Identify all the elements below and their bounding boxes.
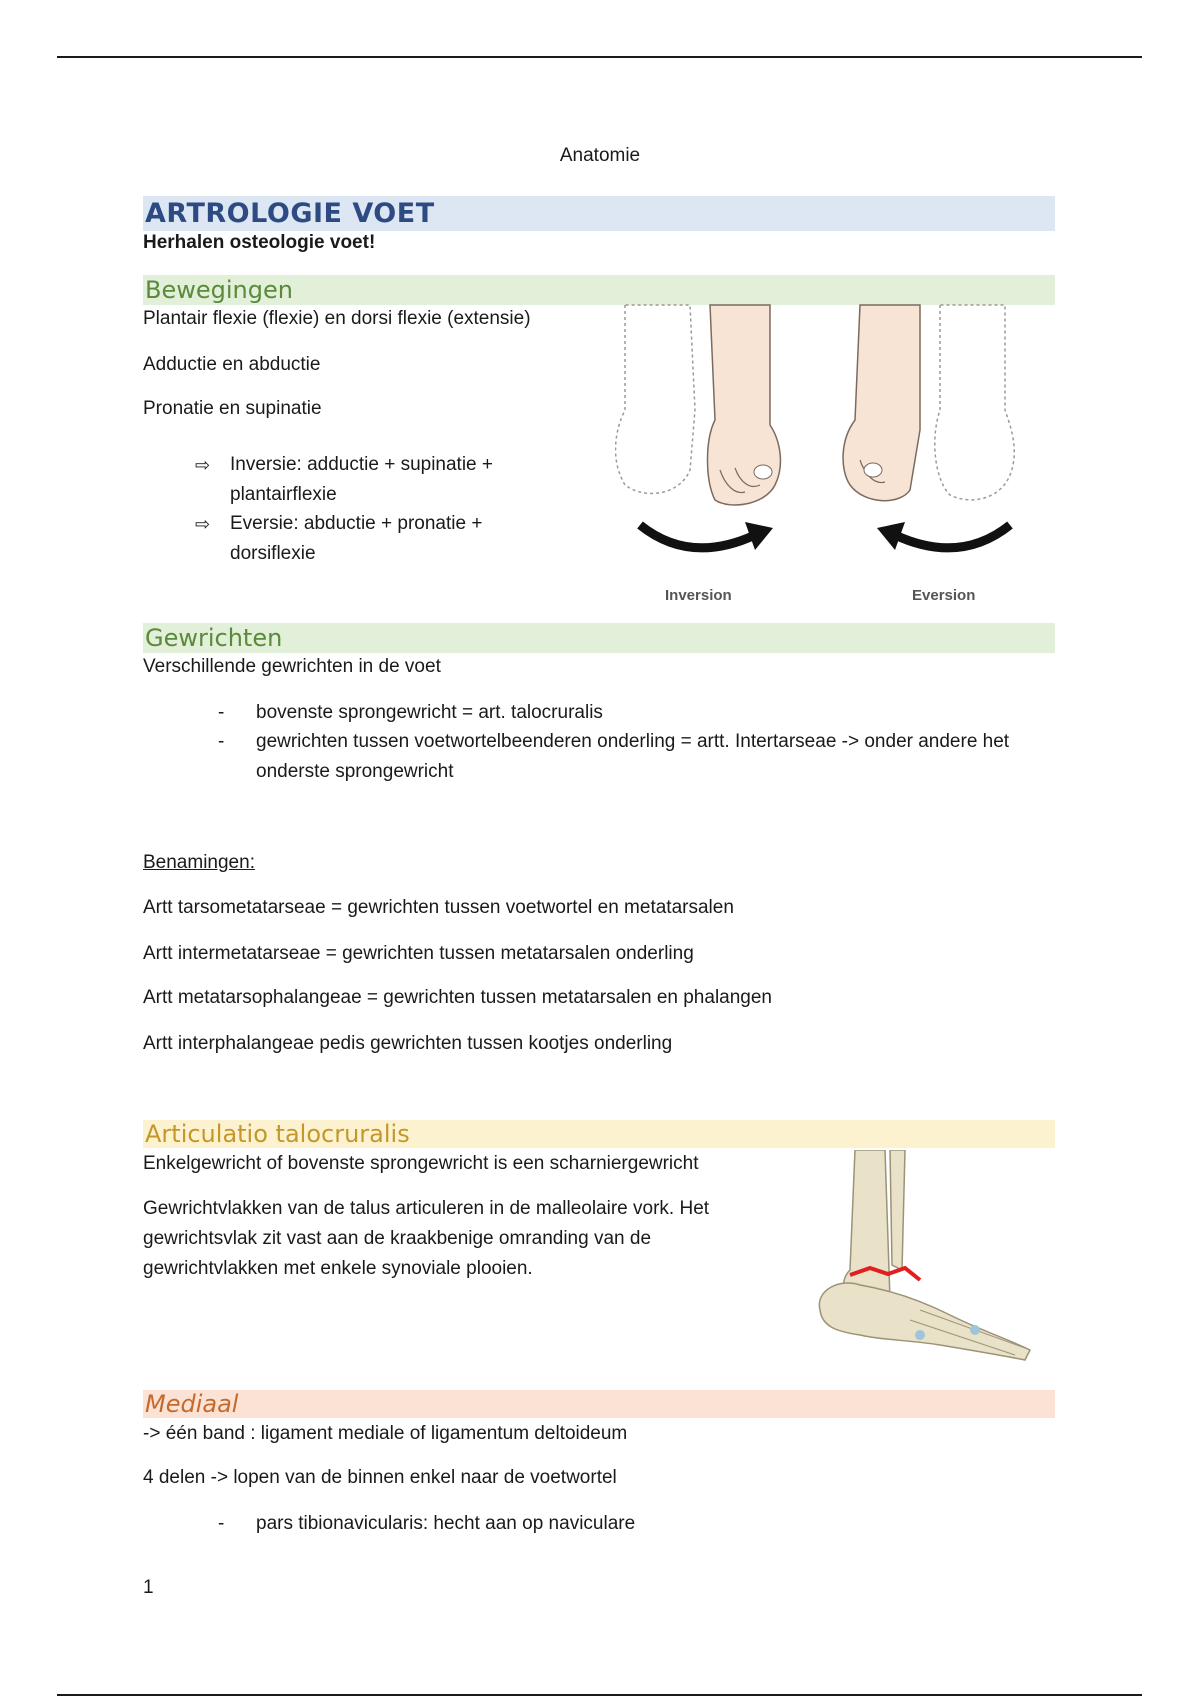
curved-arrow-icon — [895, 525, 1010, 548]
curved-arrow-icon — [640, 525, 755, 548]
eversion-label: Eversion — [912, 587, 976, 604]
section-heading-mediaal: Mediaal — [143, 1390, 1055, 1418]
benamingen-label: Benamingen: — [143, 852, 255, 873]
talocruralis-paragraph: Gewrichtvlakken van de talus articuleren in de malleolaire vork. Het gewrichtsvlak zit vast aan de kraakbenige omranding van de gewrichtvlakken met enkele synoviale plooien. — [143, 1198, 710, 1279]
list-item — [218, 1509, 1048, 1539]
bewegingen-line-2: Adductie en abductie — [143, 354, 321, 375]
list-item-text: gewrichten tussen voetwortelbeenderen onderling = artt. Intertarseae -> onder andere het onderste sprongewricht — [256, 731, 1010, 782]
page-number: 1 — [143, 1577, 154, 1598]
document-title: ARTROLOGIE VOET — [145, 198, 435, 229]
list-item-text: bovenste sprongewricht = art. talocruralis — [256, 702, 603, 723]
dash-bullet: - — [218, 702, 225, 723]
foot-inversion-eversion-figure — [615, 300, 1035, 610]
list-item — [218, 698, 1048, 728]
dash-bullet: - — [218, 731, 225, 752]
list-item — [218, 727, 1048, 787]
ankle-joint-figure — [810, 1150, 1040, 1370]
bullet-item — [195, 450, 525, 510]
bullet-text: Eversie: abductie + pronatie + dorsiflexie — [230, 513, 483, 564]
bullet-item — [195, 509, 525, 569]
right-arrow-icon: ⇨ — [195, 514, 211, 534]
page-header: Anatomie — [559, 145, 641, 166]
benaming-line: Artt metatarsophalangeae = gewrichten tussen metatarsalen en phalangen — [143, 987, 772, 1008]
benaming-line: Artt tarsometatarseae = gewrichten tussen voetwortel en metatarsalen — [143, 897, 734, 918]
benaming-line: Artt intermetatarseae = gewrichten tussen metatarsalen onderling — [143, 943, 694, 964]
list-item-text: pars tibionavicularis: hecht aan op naviculare — [256, 1513, 636, 1534]
eversion-feet-illustration — [843, 305, 1014, 501]
mediaal-line-2: 4 delen -> lopen van de binnen enkel naar de voetwortel — [143, 1467, 617, 1488]
top-rule — [57, 56, 1142, 58]
mediaal-line-1: -> één band : ligament mediale of ligamentum deltoideum — [143, 1423, 628, 1444]
bullet-text: Inversie: adductie + supinatie + plantairflexie — [230, 454, 494, 505]
document-subtitle: Herhalen osteologie voet! — [143, 232, 376, 253]
right-arrow-icon: ⇨ — [195, 455, 211, 475]
section-heading-talocruralis: Articulatio talocruralis — [143, 1120, 1055, 1148]
document-title-bar — [143, 196, 1055, 231]
section-heading-gewrichten: Gewrichten — [143, 623, 1055, 653]
talocruralis-line: Enkelgewricht of bovenste sprongewricht is een scharniergewricht — [143, 1153, 699, 1174]
gewrichten-intro: Verschillende gewrichten in de voet — [143, 656, 441, 677]
bewegingen-line-1: Plantair flexie (flexie) en dorsi flexie (extensie) — [143, 308, 531, 329]
inversion-feet-illustration — [616, 305, 781, 505]
bewegingen-line-3: Pronatie en supinatie — [143, 398, 322, 419]
dash-bullet: - — [218, 1513, 225, 1534]
benaming-line: Artt interphalangeae pedis gewrichten tussen kootjes onderling — [143, 1033, 673, 1054]
bottom-rule — [57, 1694, 1142, 1696]
inversion-label: Inversion — [665, 587, 732, 604]
section-heading-bewegingen: Bewegingen — [143, 275, 1055, 305]
